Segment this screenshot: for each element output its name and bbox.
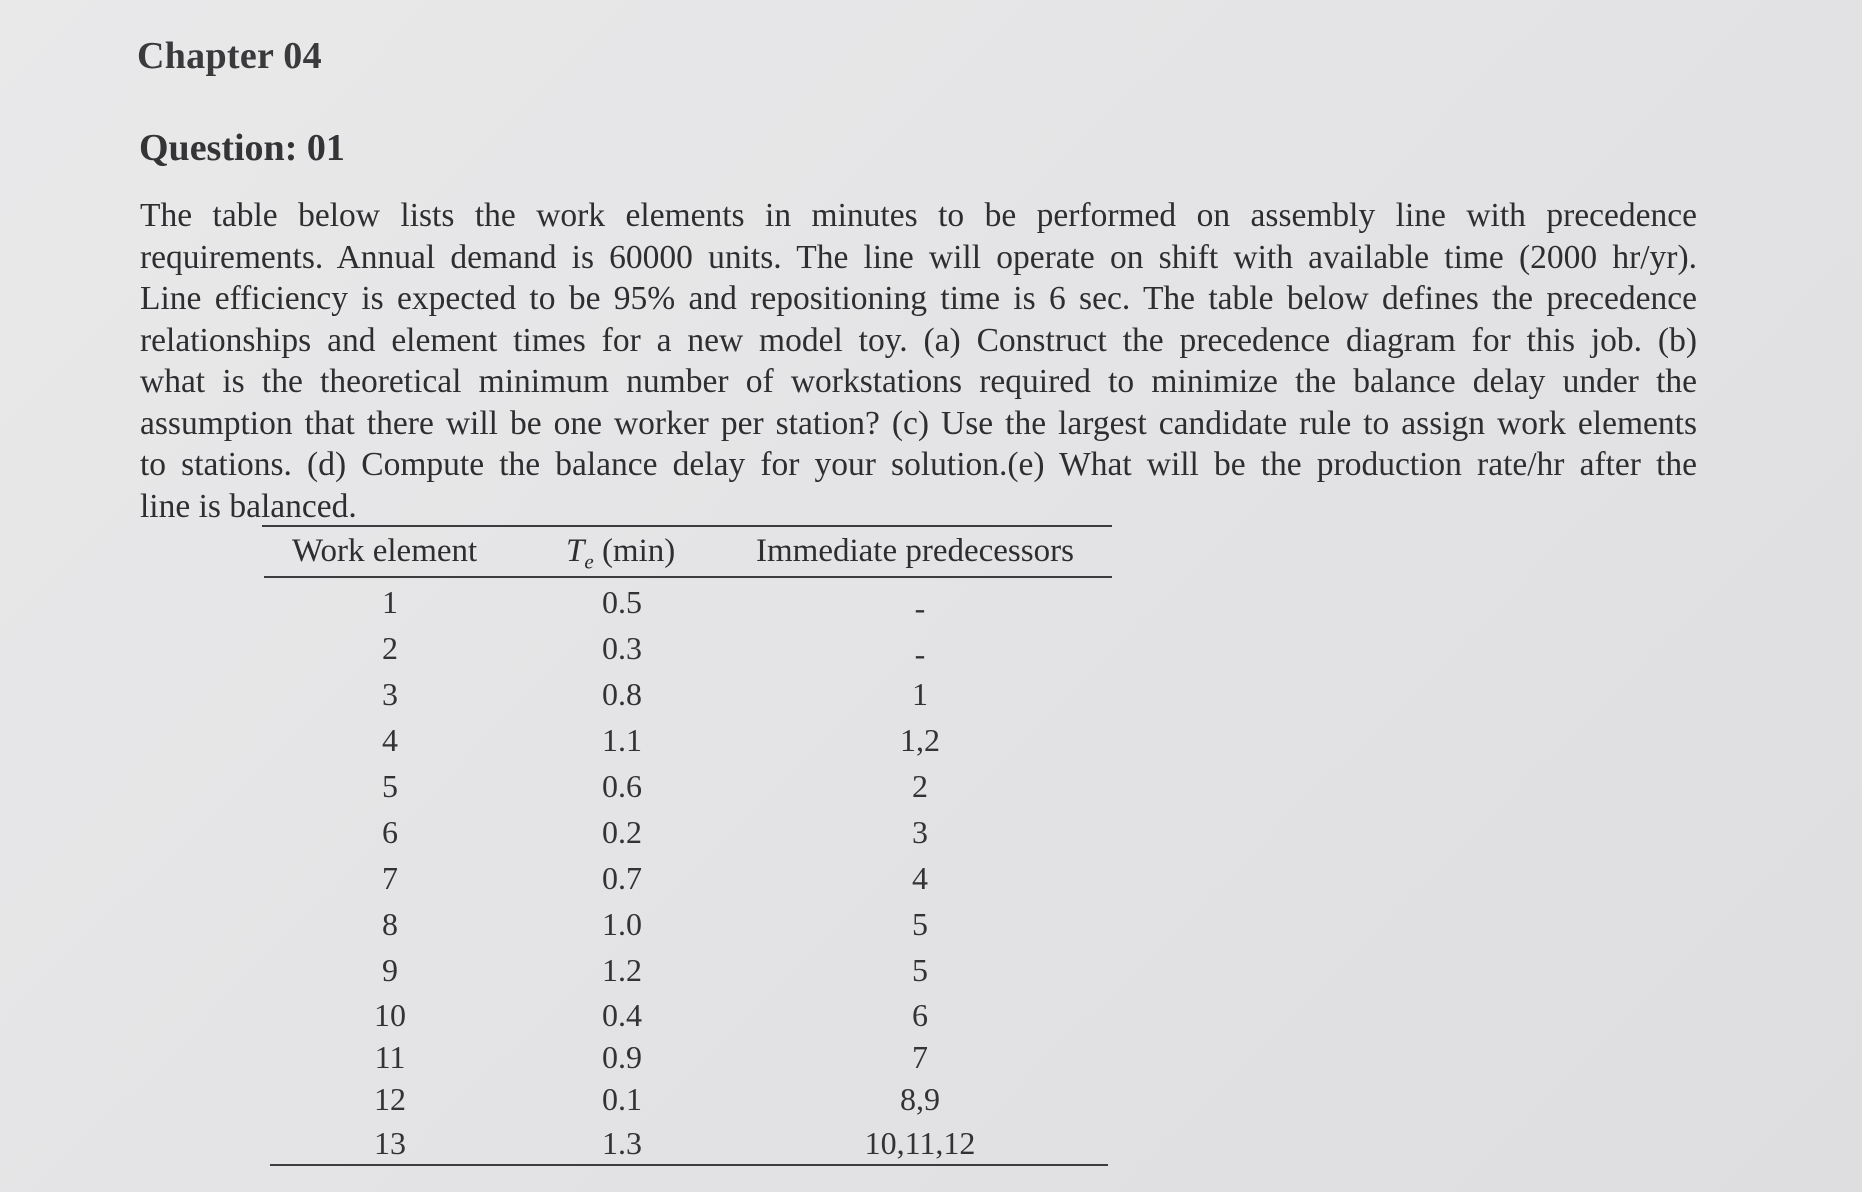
cell-predecessor: 8,9 bbox=[900, 1081, 940, 1117]
cell-element: 10 bbox=[374, 997, 406, 1033]
header-te-min bbox=[566, 533, 675, 575]
cell-predecessor: 10,11,12 bbox=[864, 1125, 976, 1161]
paragraph-line: relationships and element times for a new model toy. (a) Construct the precedence diagram for this job. (b) bbox=[140, 321, 1697, 359]
question-paragraph bbox=[140, 195, 1697, 527]
cell-time: 0.9 bbox=[602, 1039, 642, 1075]
cell-predecessor: 2 bbox=[912, 768, 928, 804]
cell-element: 3 bbox=[382, 676, 398, 712]
cell-element: 12 bbox=[374, 1081, 406, 1117]
cell-element: 7 bbox=[382, 860, 398, 896]
cell-element: 13 bbox=[374, 1125, 406, 1161]
cell-time: 0.2 bbox=[602, 814, 642, 850]
cell-element: 11 bbox=[374, 1039, 406, 1075]
paragraph-line: The table below lists the work elements in minutes to be performed on assembly line with precedence bbox=[140, 197, 1697, 234]
cell-element: 2 bbox=[382, 630, 398, 666]
cell-time: 0.4 bbox=[602, 997, 642, 1033]
cell-time: 1.2 bbox=[602, 952, 642, 988]
cell-time: 0.5 bbox=[602, 584, 642, 620]
cell-predecessor: 7 bbox=[912, 1039, 928, 1075]
paragraph-line: line is balanced. bbox=[140, 487, 357, 525]
cell-time: 1.0 bbox=[602, 906, 642, 942]
table-top-rule bbox=[262, 525, 1112, 527]
cell-predecessor: - bbox=[914, 590, 926, 626]
cell-time: 0.1 bbox=[602, 1081, 642, 1117]
paragraph-line: assumption that there will be one worker per station? (c) Use the largest candidate rule to assign work elements bbox=[140, 404, 1697, 442]
cell-time: 0.7 bbox=[602, 860, 642, 896]
cell-time: 1.3 bbox=[602, 1125, 642, 1161]
cell-predecessor: 3 bbox=[912, 814, 928, 850]
table-bottom-rule bbox=[270, 1164, 1108, 1166]
cell-element: 5 bbox=[382, 768, 398, 804]
paragraph-line: requirements. Annual demand is 60000 units. The line will operate on shift with available time (2000 hr/yr). bbox=[140, 238, 1697, 276]
header-immediate-predecessors: Immediate predecessors bbox=[756, 533, 1074, 569]
cell-element: 1 bbox=[382, 584, 398, 620]
paragraph-line: to stations. (d) Compute the balance delay for your solution.(e) What will be the production rate/hr after the bbox=[140, 446, 1697, 483]
cell-element: 9 bbox=[382, 952, 398, 988]
cell-element: 6 bbox=[382, 814, 398, 850]
header-work-element: Work element bbox=[292, 533, 478, 569]
cell-time: 0.8 bbox=[602, 676, 642, 712]
question-heading: Question: 01 bbox=[139, 127, 345, 169]
paragraph-line: what is the theoretical minimum number of workstations required to minimize the balance delay under the bbox=[140, 363, 1697, 400]
cell-time: 1.1 bbox=[602, 722, 642, 758]
paragraph-line: Line efficiency is expected to be 95% and repositioning time is 6 sec. The table below defines the precedence bbox=[140, 280, 1697, 317]
te-unit: (min) bbox=[593, 533, 676, 569]
cell-predecessor: - bbox=[914, 636, 926, 672]
table-header-rule bbox=[264, 576, 1112, 578]
cell-predecessor: 5 bbox=[912, 906, 928, 942]
te-subscript: e bbox=[584, 549, 594, 574]
cell-predecessor: 5 bbox=[912, 952, 928, 988]
chapter-heading: Chapter 04 bbox=[137, 35, 322, 77]
cell-predecessor: 1 bbox=[912, 676, 928, 712]
cell-element: 4 bbox=[382, 722, 398, 758]
cell-predecessor: 4 bbox=[912, 860, 928, 896]
cell-predecessor: 1,2 bbox=[900, 722, 940, 758]
te-symbol: T bbox=[566, 533, 585, 569]
cell-element: 8 bbox=[382, 906, 398, 942]
cell-time: 0.6 bbox=[602, 768, 642, 804]
cell-time: 0.3 bbox=[602, 630, 642, 666]
cell-predecessor: 6 bbox=[912, 997, 928, 1033]
